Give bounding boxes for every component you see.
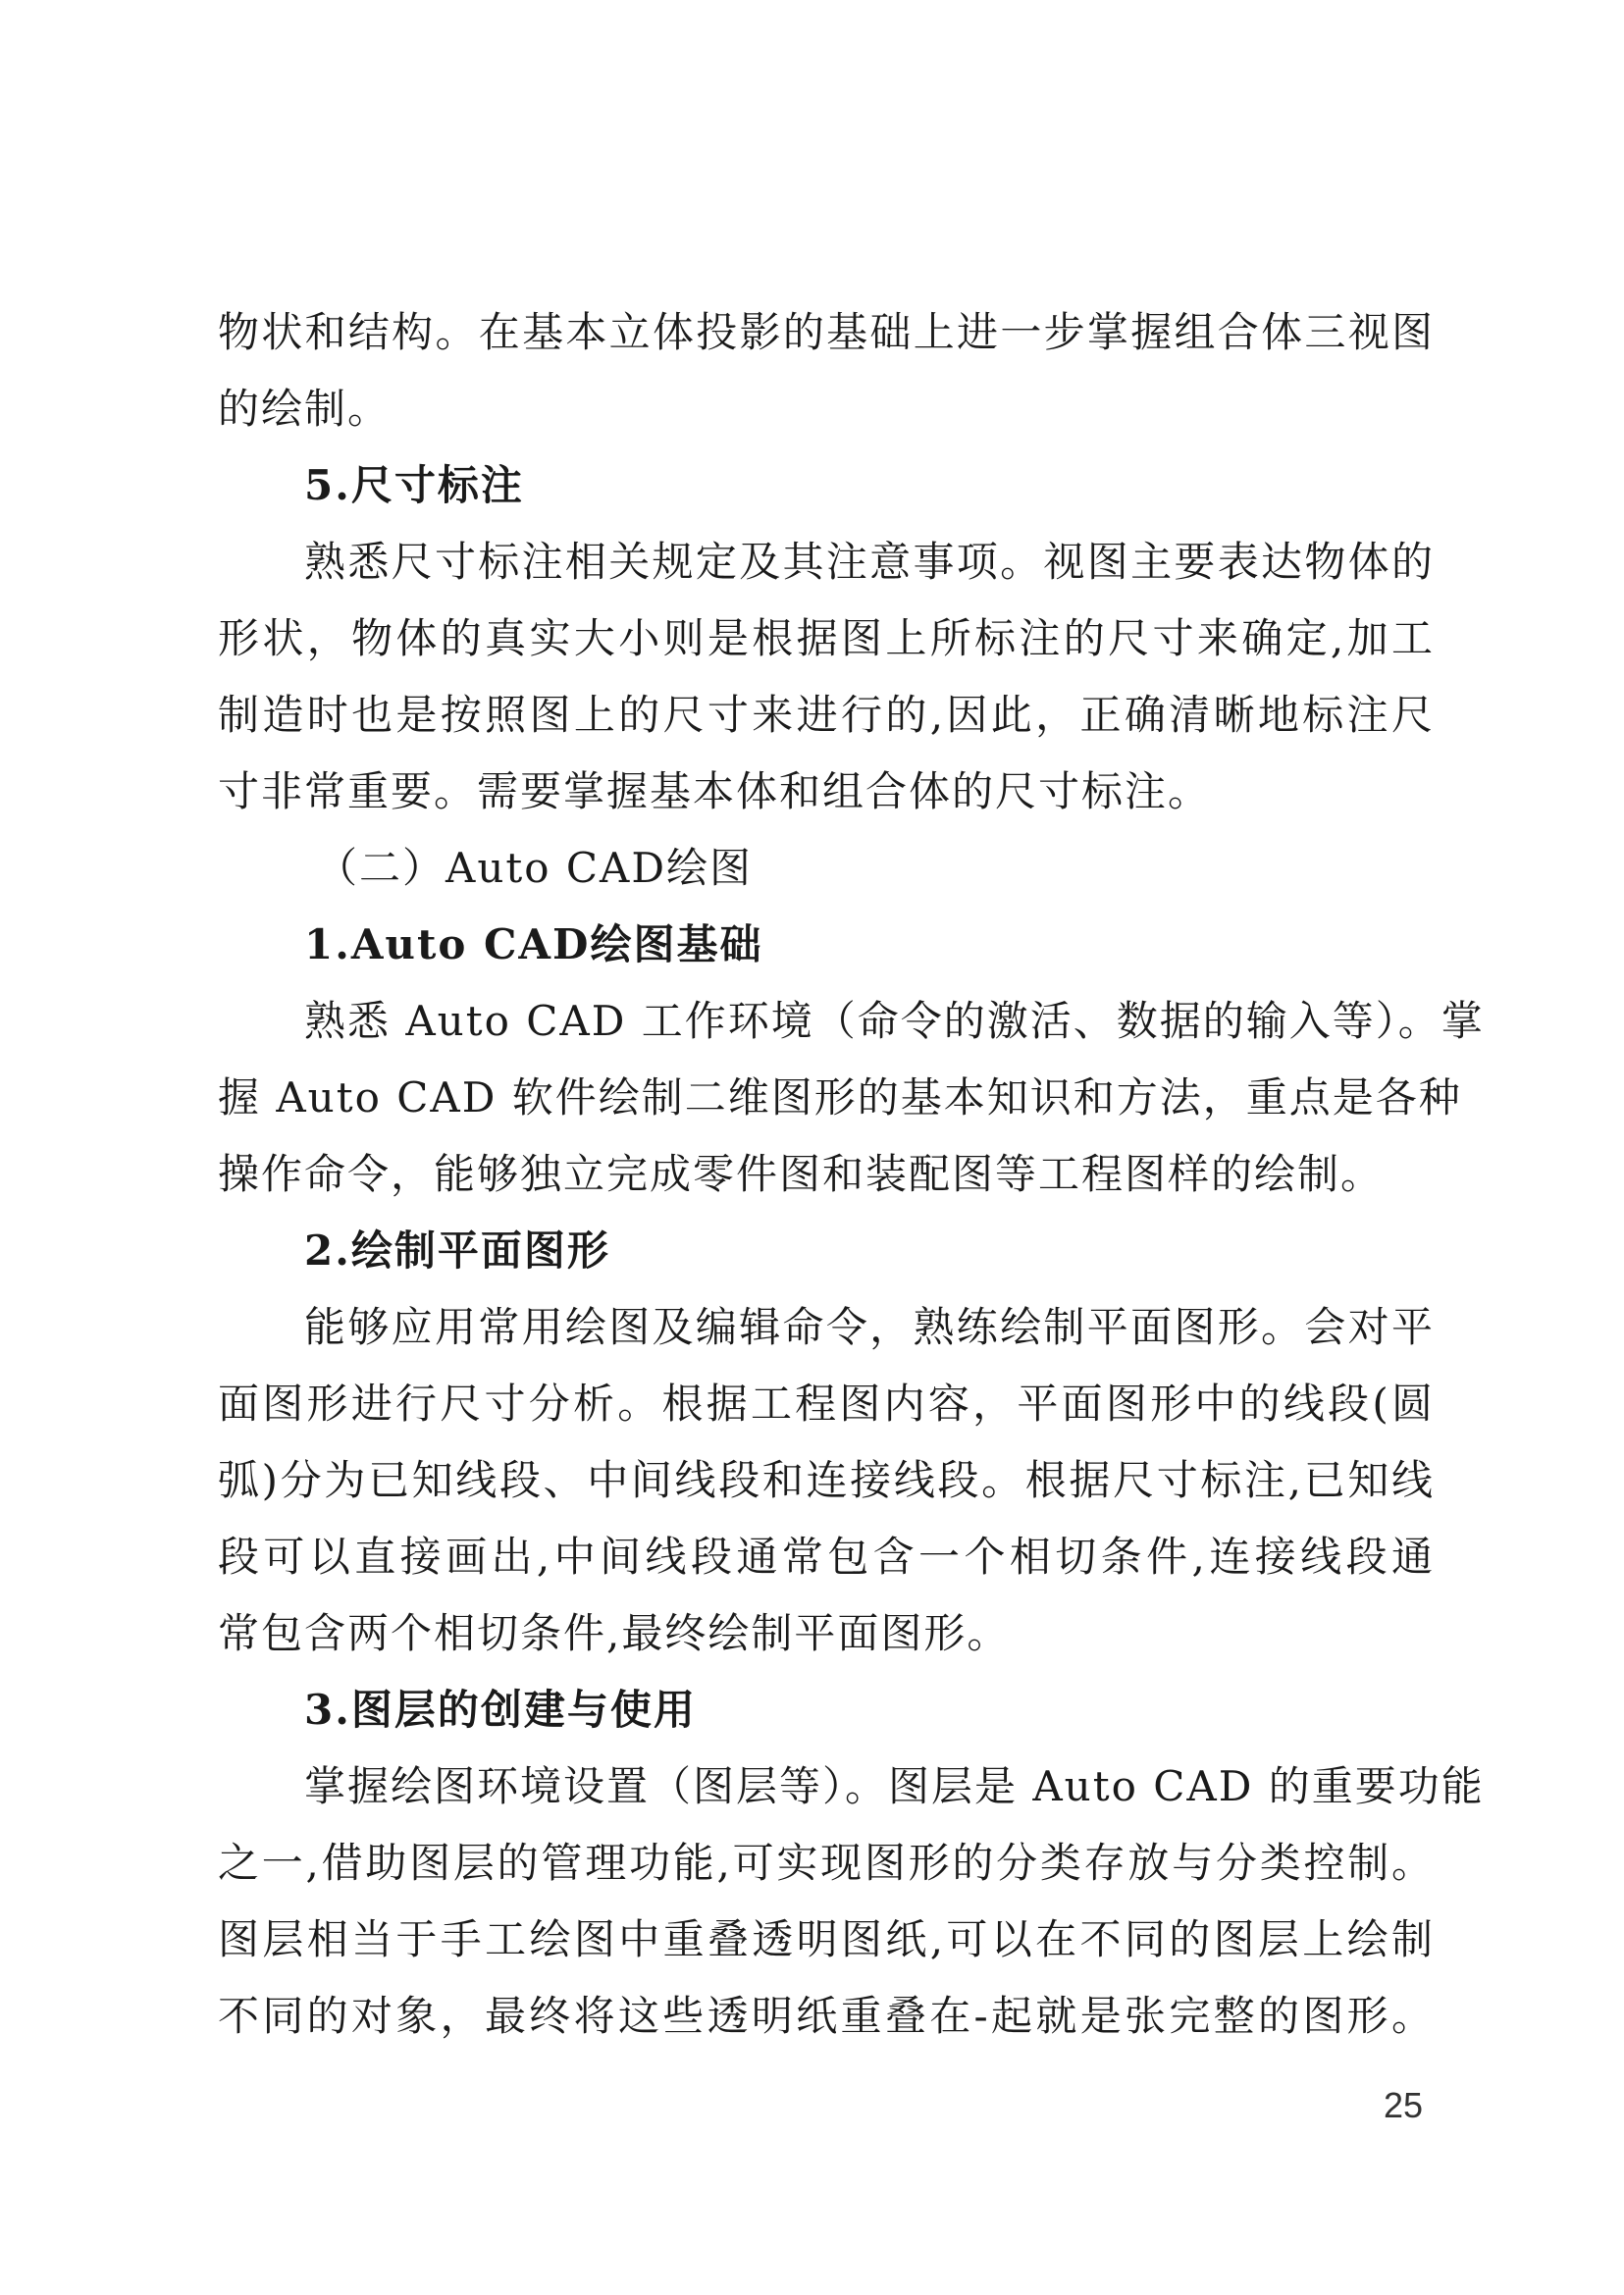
- section-heading: 2.绘制平面图形: [304, 1226, 610, 1275]
- section-heading: 5.尺寸标注: [304, 461, 524, 509]
- paragraph-line: 物状和结构。在基本立体投影的基础上进一步掌握组合体三视图: [218, 308, 1435, 356]
- paragraph-line: 的绘制。: [218, 385, 392, 433]
- paragraph-line: 操作命令，能够独立完成零件图和装配图等工程图样的绘制。: [218, 1150, 1385, 1198]
- chapter-subheading: （二）Auto CAD绘图: [316, 844, 754, 892]
- paragraph-line: 熟悉尺寸标注相关规定及其注意事项。视图主要表达物体的: [304, 538, 1435, 586]
- paragraph-line: 能够应用常用绘图及编辑命令，熟练绘制平面图形。会对平: [304, 1303, 1435, 1351]
- paragraph-line: 形状，物体的真实大小则是根据图上所标注的尺寸来确定,加工: [218, 614, 1435, 662]
- paragraph-line: 熟悉 Auto CAD 工作环境（命令的激活、数据的输入等）。掌: [304, 997, 1485, 1045]
- document-body: [218, 294, 1485, 2055]
- paragraph-line: 弧)分为已知线段、中间线段和连接线段。根据尺寸标注,已知线: [218, 1456, 1435, 1504]
- paragraph-line: 面图形进行尺寸分析。根据工程图内容，平面图形中的线段(圆: [218, 1380, 1435, 1428]
- page-number: 25: [1384, 2085, 1424, 2125]
- paragraph-line: 制造时也是按照图上的尺寸来进行的,因此，正确清晰地标注尺: [218, 691, 1435, 739]
- paragraph-line: 寸非常重要。需要掌握基本体和组合体的尺寸标注。: [218, 767, 1212, 815]
- paragraph-line: 握 Auto CAD 软件绘制二维图形的基本知识和方法，重点是各种: [218, 1073, 1462, 1121]
- paragraph-line: 之一,借助图层的管理功能,可实现图形的分类存放与分类控制。: [218, 1839, 1435, 1887]
- paragraph-line: 图层相当于手工绘图中重叠透明图纸,可以在不同的图层上绘制: [218, 1915, 1435, 1963]
- paragraph-line: 不同的对象，最终将这些透明纸重叠在-起就是张完整的图形。: [218, 1992, 1435, 2040]
- paragraph-line: 掌握绘图环境设置（图层等）。图层是 Auto CAD 的重要功能: [304, 1762, 1485, 1810]
- paragraph-line: 段可以直接画出,中间线段通常包含一个相切条件,连接线段通: [218, 1533, 1435, 1581]
- paragraph-line: 常包含两个相切条件,最终绘制平面图形。: [218, 1609, 1011, 1657]
- section-heading: 3.图层的创建与使用: [304, 1686, 697, 1734]
- section-heading: 1.Auto CAD绘图基础: [304, 920, 763, 968]
